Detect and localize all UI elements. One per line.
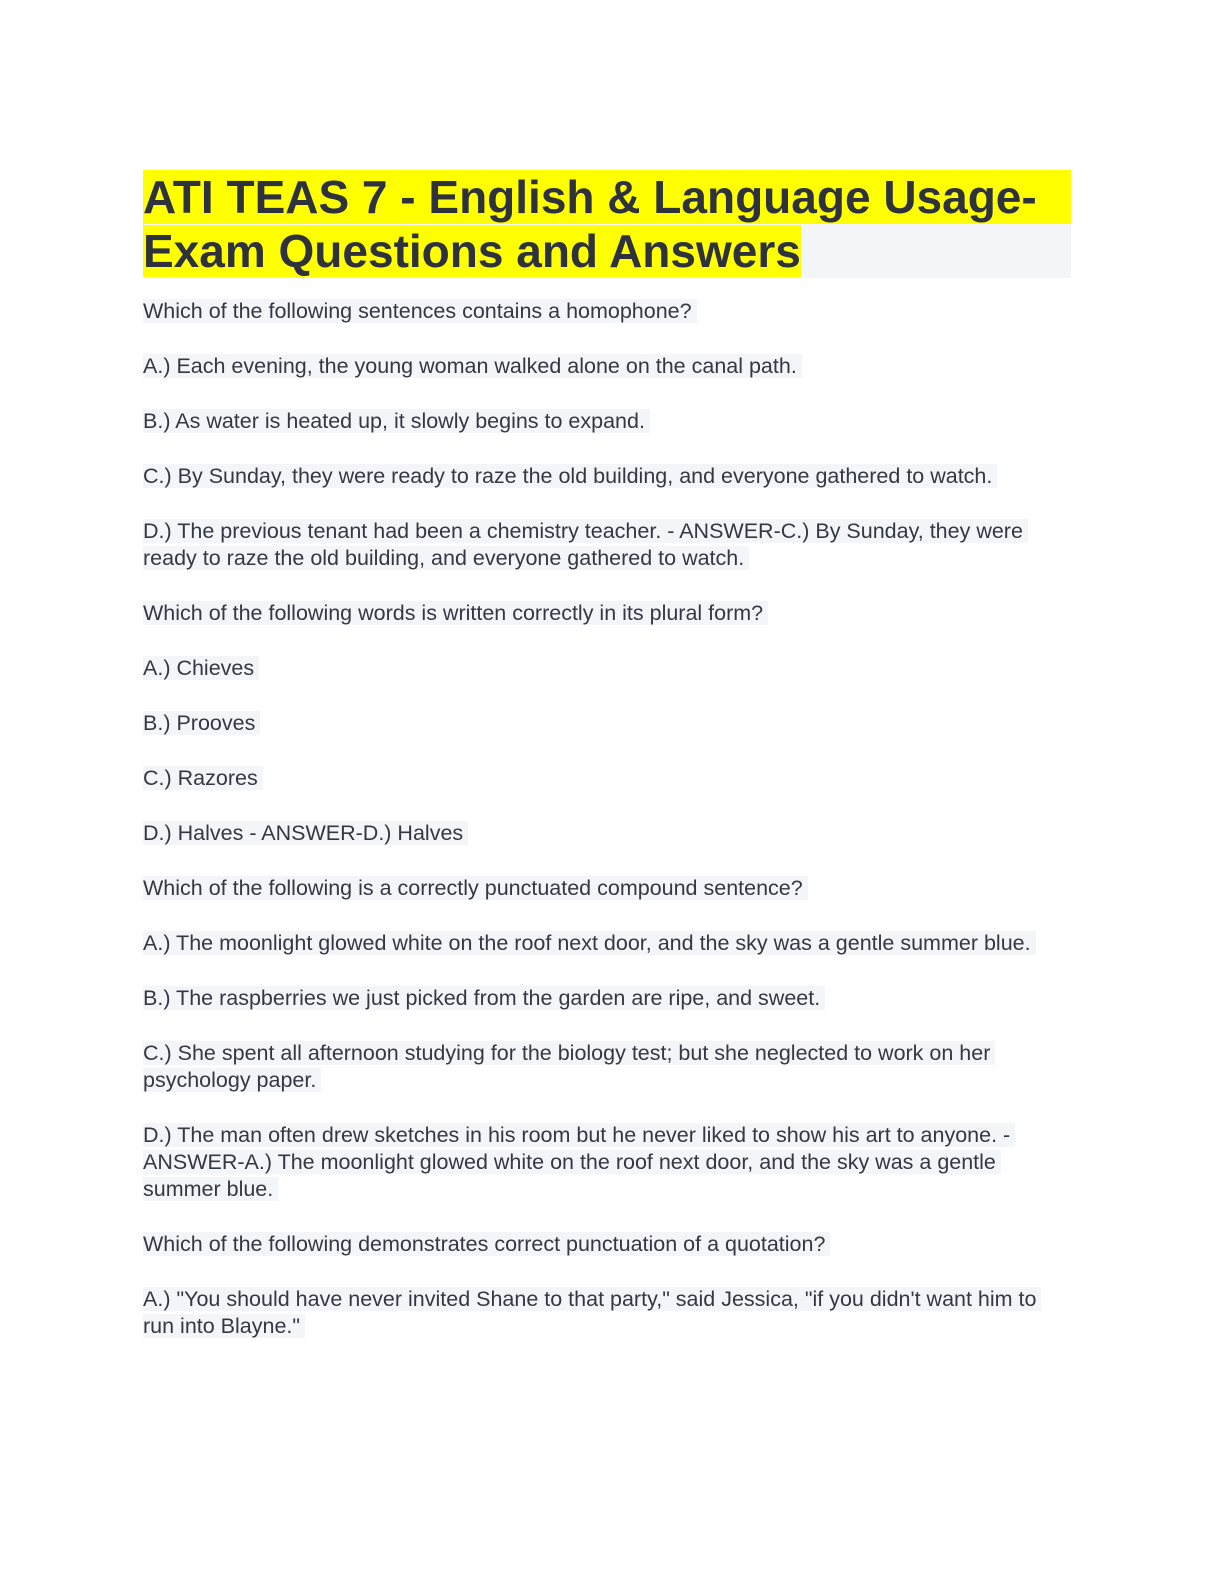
q1-option-a: A.) Each evening, the young woman walked alone on the canal path. <box>143 353 1071 380</box>
q2-option-b: B.) Prooves <box>143 710 1071 737</box>
q4-option-a: A.) "You should have never invited Shane to that party," said Jessica, "if you didn't want him to run into Blayne." <box>143 1286 1071 1340</box>
title-line-1 <box>143 170 1071 224</box>
question-1: Which of the following sentences contains a homophone? <box>143 298 1071 325</box>
q3-option-a: A.) The moonlight glowed white on the roof next door, and the sky was a gentle summer blue. <box>143 930 1071 957</box>
q1-option-d-answer: D.) The previous tenant had been a chemistry teacher. - ANSWER-C.) By Sunday, they were ready to raze the old building, and everyone gathered to watch. <box>143 518 1071 572</box>
q2-option-c: C.) Razores <box>143 765 1071 792</box>
question-3: Which of the following is a correctly punctuated compound sentence? <box>143 875 1071 902</box>
q1-option-b: B.) As water is heated up, it slowly begins to expand. <box>143 408 1071 435</box>
document-page <box>143 170 1071 1368</box>
q3-option-c: C.) She spent all afternoon studying for the biology test; but she neglected to work on her psychology paper. <box>143 1040 1071 1094</box>
q2-option-a: A.) Chieves <box>143 655 1071 682</box>
title-highlight-2: Exam Questions and Answers <box>143 225 801 277</box>
question-4: Which of the following demonstrates correct punctuation of a quotation? <box>143 1231 1071 1258</box>
title-line-2 <box>143 224 1071 278</box>
page-title <box>143 170 1071 278</box>
title-highlight-1: ATI TEAS 7 - English & Language Usage- <box>143 170 1071 224</box>
question-2: Which of the following words is written correctly in its plural form? <box>143 600 1071 627</box>
q1-option-c: C.) By Sunday, they were ready to raze the old building, and everyone gathered to watch. <box>143 463 1071 490</box>
q3-option-b: B.) The raspberries we just picked from the garden are ripe, and sweet. <box>143 985 1071 1012</box>
q3-option-d-answer: D.) The man often drew sketches in his room but he never liked to show his art to anyone. - ANSWER-A.) The moonlight glowed white on the roof next door, and the sky was a gentle summer blue. <box>143 1122 1071 1203</box>
q2-option-d-answer: D.) Halves - ANSWER-D.) Halves <box>143 820 1071 847</box>
